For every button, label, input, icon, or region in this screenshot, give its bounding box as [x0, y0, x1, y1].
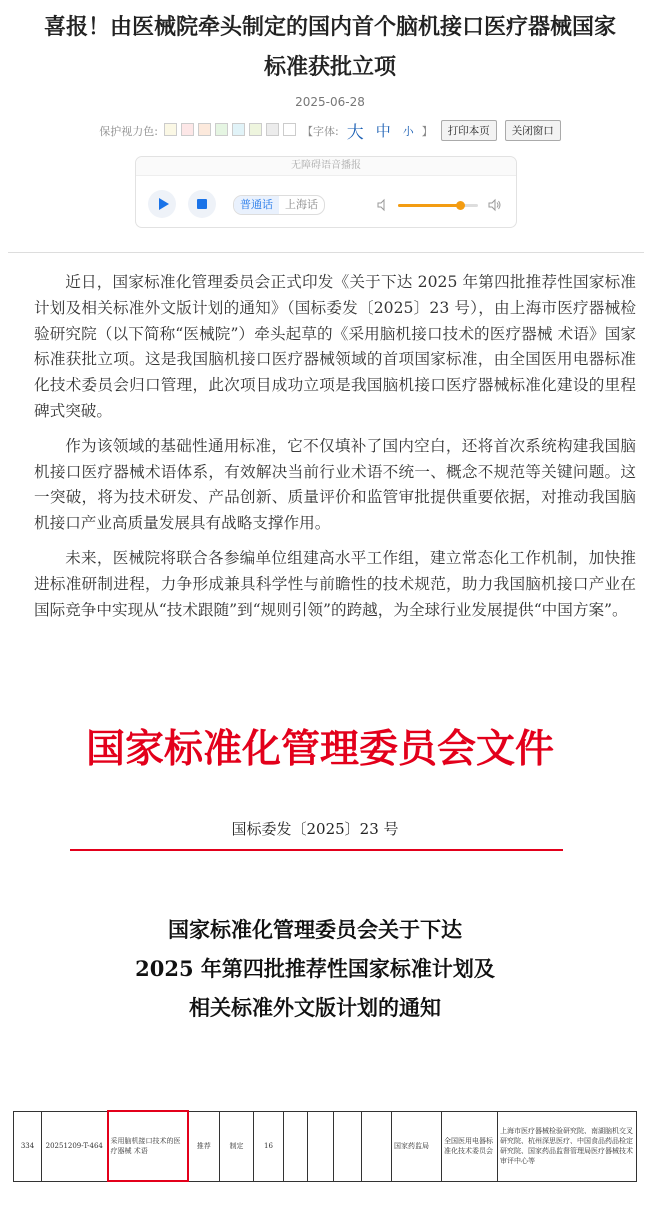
volume-down-icon[interactable] [376, 198, 390, 212]
cell-committee: 全国医用电器标准化技术委员会 [442, 1111, 498, 1181]
cell-empty [284, 1111, 308, 1181]
cell-plan-number: 20251209-T-464 [42, 1111, 108, 1181]
cell-department: 国家药监局 [392, 1111, 442, 1181]
cell-seq: 334 [14, 1111, 42, 1181]
font-size-label: 【字体: [301, 124, 339, 138]
article-title [0, 8, 660, 88]
volume-slider-fill [398, 204, 460, 207]
cell-type: 制定 [220, 1111, 254, 1181]
stop-icon[interactable] [188, 190, 216, 218]
language-switch [233, 195, 325, 215]
color-swatch-7[interactable] [266, 123, 279, 136]
cell-empty [308, 1111, 334, 1181]
paragraph-3: 未来，医械院将联合各参编单位组建高水平工作组，建立常态化工作机制，加快推进标准研制进程，力争形成兼具科学性与前瞻性的技术规范，助力我国脑机接口产业在国际竞争中实现从“技术跟随”到“规则引领”的跨越，为全球行业发展提供“中国方案”。 [34, 548, 636, 619]
table-row [14, 1111, 637, 1181]
close-window-button[interactable]: 关闭窗口 [505, 120, 561, 141]
cell-empty [334, 1111, 362, 1181]
cell-standard-name-highlighted: 采用脑机接口技术的医疗器械 术语 [108, 1111, 188, 1181]
audio-player [135, 156, 517, 228]
document-red-header: 国家标准化管理委员会文件 [85, 726, 554, 772]
color-swatch-3[interactable] [198, 123, 211, 136]
content-divider [8, 252, 644, 253]
cell-nature: 推荐 [188, 1111, 220, 1181]
lang-mandarin-button[interactable]: 普通话 [234, 196, 279, 214]
document-number: 国标委发〔2025〕23 号 [231, 820, 399, 838]
paragraph-1: 近日，国家标准化管理委员会正式印发《关于下达 2025 年第四批推荐性国家标准计划及相关标准外文版计划的通知》（国标委发〔2025〕23 号），由上海市医疗器械检验研究院（以下简称“医械院”）牵头起草的《采用脑机接口技术的医疗器械 术语》国家标准获批立项。这是我国脑机接口医疗器械领域的首项国家标准，由全国医用电器标准化技术委员会归口管理，此次项目成功立项是我国脑机接口医疗器械标准化建设的里程碑式突破。 [34, 273, 636, 420]
font-size-bracket: 】 [421, 124, 433, 138]
font-small-button[interactable]: 小 [402, 124, 414, 138]
font-large-button[interactable]: 大 [346, 123, 364, 143]
reading-toolbar [0, 118, 660, 143]
article-title-line2: 标准获批立项 [263, 55, 396, 80]
volume-slider-knob[interactable] [456, 201, 465, 210]
volume-slider[interactable] [398, 204, 478, 207]
volume-up-icon[interactable] [488, 198, 502, 212]
color-swatch-2[interactable] [181, 123, 194, 136]
document-title [0, 910, 630, 1027]
publish-date: 2025-06-28 [295, 95, 365, 109]
cell-empty [362, 1111, 392, 1181]
cell-drafters: 上海市医疗器械检验研究院、南湖脑机交叉研究院、杭州深思医疗、中国食品药品检定研究院、国家药品监督管理局医疗器械技术审评中心等 [498, 1111, 637, 1181]
color-swatch-group [162, 123, 298, 139]
paragraph-2: 作为该领域的基础性通用标准，它不仅填补了国内空白，还将首次系统构建我国脑机接口医疗器械术语体系，有效解决当前行业术语不统一、概念不规范等关键问题。这一突破，将为技术研发、产品创新、质量评价和监管审批提供重要依据，对推动我国脑机接口产业高质量发展具有战略支撑作用。 [34, 436, 636, 533]
standards-plan-table [13, 1110, 637, 1182]
color-swatch-1[interactable] [164, 123, 177, 136]
print-button[interactable]: 打印本页 [441, 120, 497, 141]
player-title: 无障碍语音播报 [136, 157, 516, 176]
color-swatch-4[interactable] [215, 123, 228, 136]
lang-shanghai-button[interactable]: 上海话 [285, 198, 318, 211]
cell-period: 16 [254, 1111, 284, 1181]
document-title-line1: 国家标准化管理委员会关于下达 [168, 917, 462, 942]
play-icon[interactable] [148, 190, 176, 218]
document-red-line [70, 849, 563, 851]
color-swatch-8[interactable] [283, 123, 296, 136]
color-swatch-5[interactable] [232, 123, 245, 136]
font-medium-button[interactable]: 中 [375, 122, 391, 140]
eye-protect-label: 保护视力色: [99, 124, 158, 138]
color-swatch-6[interactable] [249, 123, 262, 136]
article-title-line1: 喜报！由医械院牵头制定的国内首个脑机接口医疗器械国家 [43, 15, 616, 40]
article-body [34, 270, 636, 632]
document-title-line3: 相关标准外文版计划的通知 [189, 995, 441, 1020]
document-title-line2: 2025 年第四批推荐性国家标准计划及 [135, 956, 495, 981]
